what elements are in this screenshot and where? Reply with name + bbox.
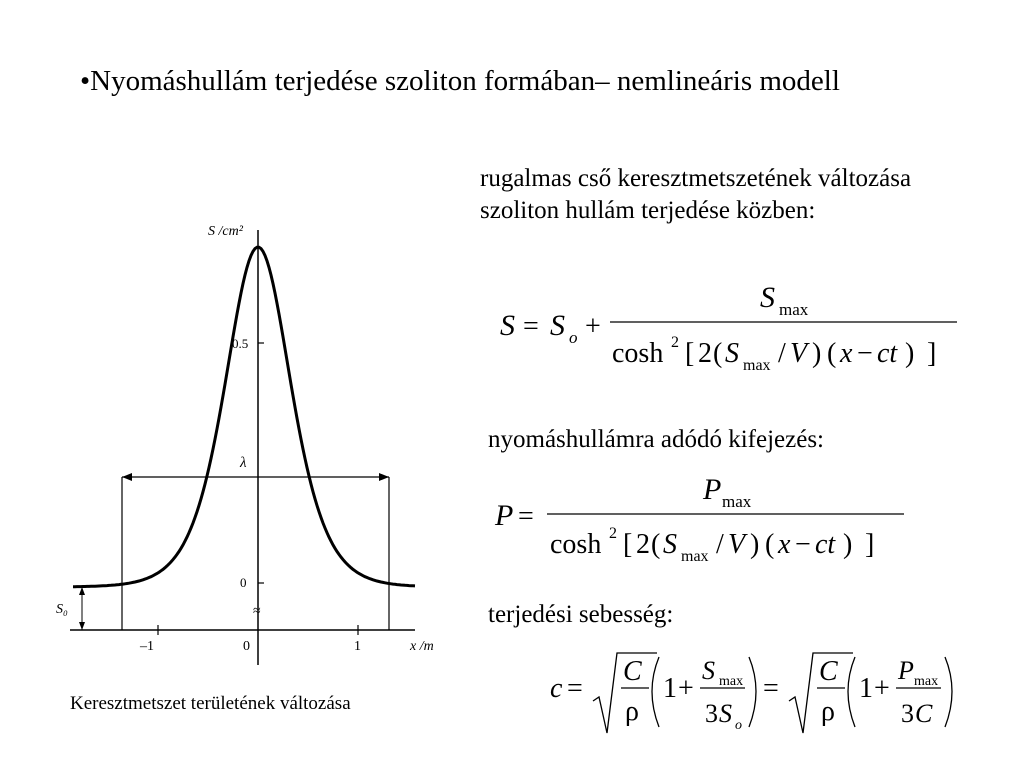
svg-text:[: [ [623, 529, 633, 560]
graph-caption: Keresztmetszet területének változása [70, 693, 351, 714]
svg-text:max: max [719, 674, 744, 689]
slide-title: •Nyomáshullám terjedése szoliton formában– nemlineáris modell [80, 65, 840, 97]
x-tick-0: 0 [243, 639, 250, 654]
svg-text:ρ: ρ [821, 696, 835, 727]
svg-text:−: − [795, 529, 811, 560]
svg-text:[: [ [685, 338, 695, 369]
lambda-label: λ [240, 455, 247, 471]
y-tick-top: 0.5 [232, 336, 249, 351]
svg-text:o: o [735, 718, 742, 733]
eq-s-base: S [550, 309, 565, 342]
svg-text:2: 2 [698, 338, 712, 369]
svg-text:+: + [585, 311, 601, 342]
svg-text:(: ( [713, 338, 723, 369]
eq-p-lhs: P [495, 499, 514, 532]
eq-s-lhs: S [500, 309, 515, 342]
svg-text:(: ( [651, 529, 661, 560]
svg-text:(: ( [765, 529, 775, 560]
svg-text:=: = [518, 501, 534, 532]
svg-text:): ) [905, 338, 915, 369]
eq-s-cosh: cosh [612, 338, 664, 369]
svg-text:3: 3 [705, 699, 718, 728]
pressure-equation [490, 470, 920, 575]
eq-p-num: P [703, 473, 722, 506]
svg-text:+: + [874, 673, 890, 704]
svg-text:ρ: ρ [625, 696, 639, 727]
cross-section-description: rugalmas cső keresztmetszetének változása szoliton hullám terjedése közben: [480, 165, 912, 224]
eq-s-num: S [760, 281, 775, 314]
svg-text:): ) [750, 529, 760, 560]
svg-text:2: 2 [636, 529, 650, 560]
eq-s-base-sub: o [569, 328, 578, 347]
svg-text:max: max [914, 674, 939, 689]
svg-text:V: V [728, 529, 746, 560]
eq-p-num-sub: max [722, 492, 752, 511]
cross-section-equation [495, 275, 965, 385]
svg-text:S: S [719, 699, 732, 728]
soliton-curve [73, 247, 415, 587]
svg-text:1: 1 [859, 673, 873, 704]
svg-text:=: = [763, 673, 779, 704]
svg-text:=: = [523, 311, 539, 342]
eq-p-cosh-exp: 2 [609, 525, 617, 542]
svg-text:≈: ≈ [253, 604, 261, 619]
svg-text:/: / [778, 338, 786, 369]
eq-c-lhs: c [550, 673, 563, 704]
svg-text:x: x [840, 338, 853, 369]
eq-s-num-sub: max [779, 300, 809, 319]
svg-text:/: / [716, 529, 724, 560]
svg-text:C: C [623, 656, 642, 687]
svg-text:x: x [778, 529, 791, 560]
svg-text:]: ] [927, 338, 937, 369]
svg-text:3: 3 [901, 699, 914, 728]
svg-text:): ) [843, 529, 853, 560]
x-tick-neg1: –1 [140, 639, 154, 654]
speed-label: terjedési sebesség: [488, 601, 674, 628]
pressure-label: nyomáshullámra adódó kifejezés: [488, 426, 824, 453]
svg-text:V: V [790, 338, 808, 369]
svg-text:max: max [681, 548, 709, 565]
svg-text:S: S [725, 338, 739, 369]
svg-text:1: 1 [663, 673, 677, 704]
eq-s-cosh-exp: 2 [671, 334, 679, 351]
speed-equation [545, 645, 965, 745]
svg-text:): ) [812, 338, 822, 369]
svg-text:C: C [819, 656, 838, 687]
svg-text:S: S [702, 656, 715, 685]
x-axis-label: x /m [410, 639, 434, 654]
y-axis-label: S /cm² [208, 224, 243, 239]
s0-label: S₀ [56, 602, 68, 617]
y-tick-bottom: 0 [240, 575, 247, 590]
x-tick-1: 1 [354, 639, 361, 654]
svg-text:]: ] [865, 529, 875, 560]
svg-text:S: S [663, 529, 677, 560]
svg-text:P: P [898, 656, 914, 685]
svg-text:−: − [857, 338, 873, 369]
svg-text:+: + [678, 673, 694, 704]
svg-text:ct: ct [877, 338, 898, 369]
soliton-graph [40, 205, 460, 680]
svg-text:=: = [567, 673, 583, 704]
svg-text:(: ( [827, 338, 837, 369]
svg-text:ct: ct [815, 529, 836, 560]
svg-text:max: max [743, 357, 771, 374]
eq-p-cosh: cosh [550, 529, 602, 560]
svg-text:C: C [915, 699, 933, 728]
